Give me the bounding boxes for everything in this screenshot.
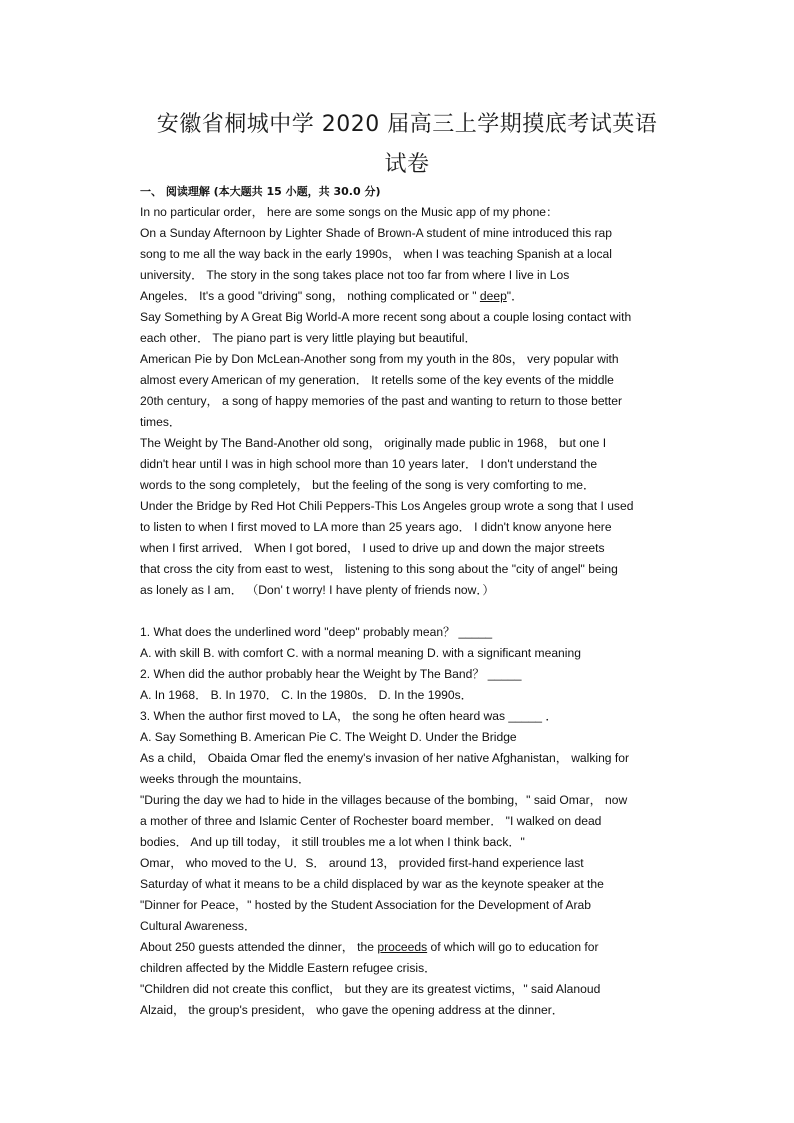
text-line: weeks through the mountains． — [140, 772, 311, 786]
text-line: 1. What does the underlined word "deep" probably mean？ _____ — [140, 625, 493, 639]
text-line: times． — [140, 415, 181, 429]
text-line: university． The story in the song takes place not too far from where I live in Los — [140, 268, 570, 282]
text-line: 2. When did the author probably hear the Weight by The Band？ _____ — [140, 667, 522, 681]
document-title-line-2: 试卷 — [384, 152, 430, 177]
text-line: Say Something by A Great Big World-A more recent song about a couple losing contact with — [140, 310, 632, 324]
text-line: that cross the city from east to west， listening to this song about the "city of angel" being — [140, 562, 618, 576]
text-line: each other． The piano part is very little playing but beautiful． — [140, 331, 477, 345]
text-line: Omar， who moved to the U．S． around 13， provided first-hand experience last — [140, 856, 584, 870]
text-line: song to me all the way back in the early 1990s， when I was teaching Spanish at a local — [140, 247, 612, 261]
text-line: Saturday of what it means to be a child displaced by war as the keynote speaker at the — [140, 877, 604, 891]
text-line: In no particular order， here are some songs on the Music app of my phone： — [140, 205, 559, 219]
text-line: didn't hear until I was in high school more than 10 years later． I don't understand the — [140, 457, 598, 471]
text-line: children affected by the Middle Eastern refugee crisis． — [140, 961, 437, 975]
text-line: 3. When the author first moved to LA， the song he often heard was _____ ． — [140, 709, 558, 723]
text-line: A. In 1968． B. In 1970． C. In the 1980s． D. In the 1990s． — [140, 688, 473, 702]
text-line: almost every American of my generation． It retells some of the key events of the middle — [140, 373, 614, 387]
text-segment: of which will go to education for — [427, 940, 599, 954]
text-line: Alzaid， the group's president， who gave the opening address at the dinner． — [140, 1003, 564, 1017]
underlined-word: proceeds — [377, 940, 428, 954]
text-line: "Dinner for Peace，" hosted by the Student Association for the Development of Arab — [140, 898, 591, 912]
text-line: a mother of three and Islamic Center of Rochester board member． "I walked on dead — [140, 814, 602, 828]
text-line — [140, 601, 680, 622]
text-line: Cultural Awareness． — [140, 919, 257, 933]
text-line — [140, 286, 680, 307]
text-line: words to the song completely， but the feeling of the song is very comforting to me． — [140, 478, 596, 492]
text-line — [140, 937, 680, 958]
text-segment: "． — [506, 289, 524, 303]
text-line: On a Sunday Afternoon by Lighter Shade of Brown-A student of mine introduced this rap — [140, 226, 612, 240]
text-line: "During the day we had to hide in the villages because of the bombing，" said Omar， now — [140, 793, 628, 807]
text-segment: Angeles． It's a good "driving" song， nothing complicated or " — [140, 289, 480, 303]
underlined-word: deep — [479, 289, 507, 303]
text-line: bodies． And up till today， it still troubles me a lot when I think back．" — [140, 835, 525, 849]
text-line: American Pie by Don McLean-Another song from my youth in the 80s， very popular with — [140, 352, 619, 366]
text-line: As a child， Obaida Omar fled the enemy's invasion of her native Afghanistan， walking for — [140, 751, 629, 765]
text-line: to listen to when I first moved to LA more than 25 years ago． I didn't know anyone here — [140, 520, 612, 534]
text-line: as lonely as I am． （Don' t worry! I have plenty of friends now．） — [140, 583, 495, 597]
text-line: A. Say Something B. American Pie C. The Weight D. Under the Bridge — [140, 730, 517, 744]
text-line: 20th century， a song of happy memories of the past and wanting to return to those better — [140, 394, 623, 408]
section-heading: 一、 阅读理解 (本大题共 15 小题，共 30.0 分) — [140, 185, 381, 198]
text-line: "Children did not create this conflict， but they are its greatest victims，" said Alanoud — [140, 982, 601, 996]
document-body — [140, 202, 680, 1021]
text-segment: About 250 guests attended the dinner， the — [140, 940, 378, 954]
text-line: when I first arrived． When I got bored， I used to drive up and down the major streets — [140, 541, 605, 555]
text-line: The Weight by The Band-Another old song， originally made public in 1968， but one I — [140, 436, 607, 450]
text-line: Under the Bridge by Red Hot Chili Peppers-This Los Angeles group wrote a song that I used — [140, 499, 634, 513]
document-title-line-1: 安徽省桐城中学 2020 届高三上学期摸底考试英语 — [156, 112, 658, 137]
text-line: A. with skill B. with comfort C. with a normal meaning D. with a significant meaning — [140, 646, 581, 660]
